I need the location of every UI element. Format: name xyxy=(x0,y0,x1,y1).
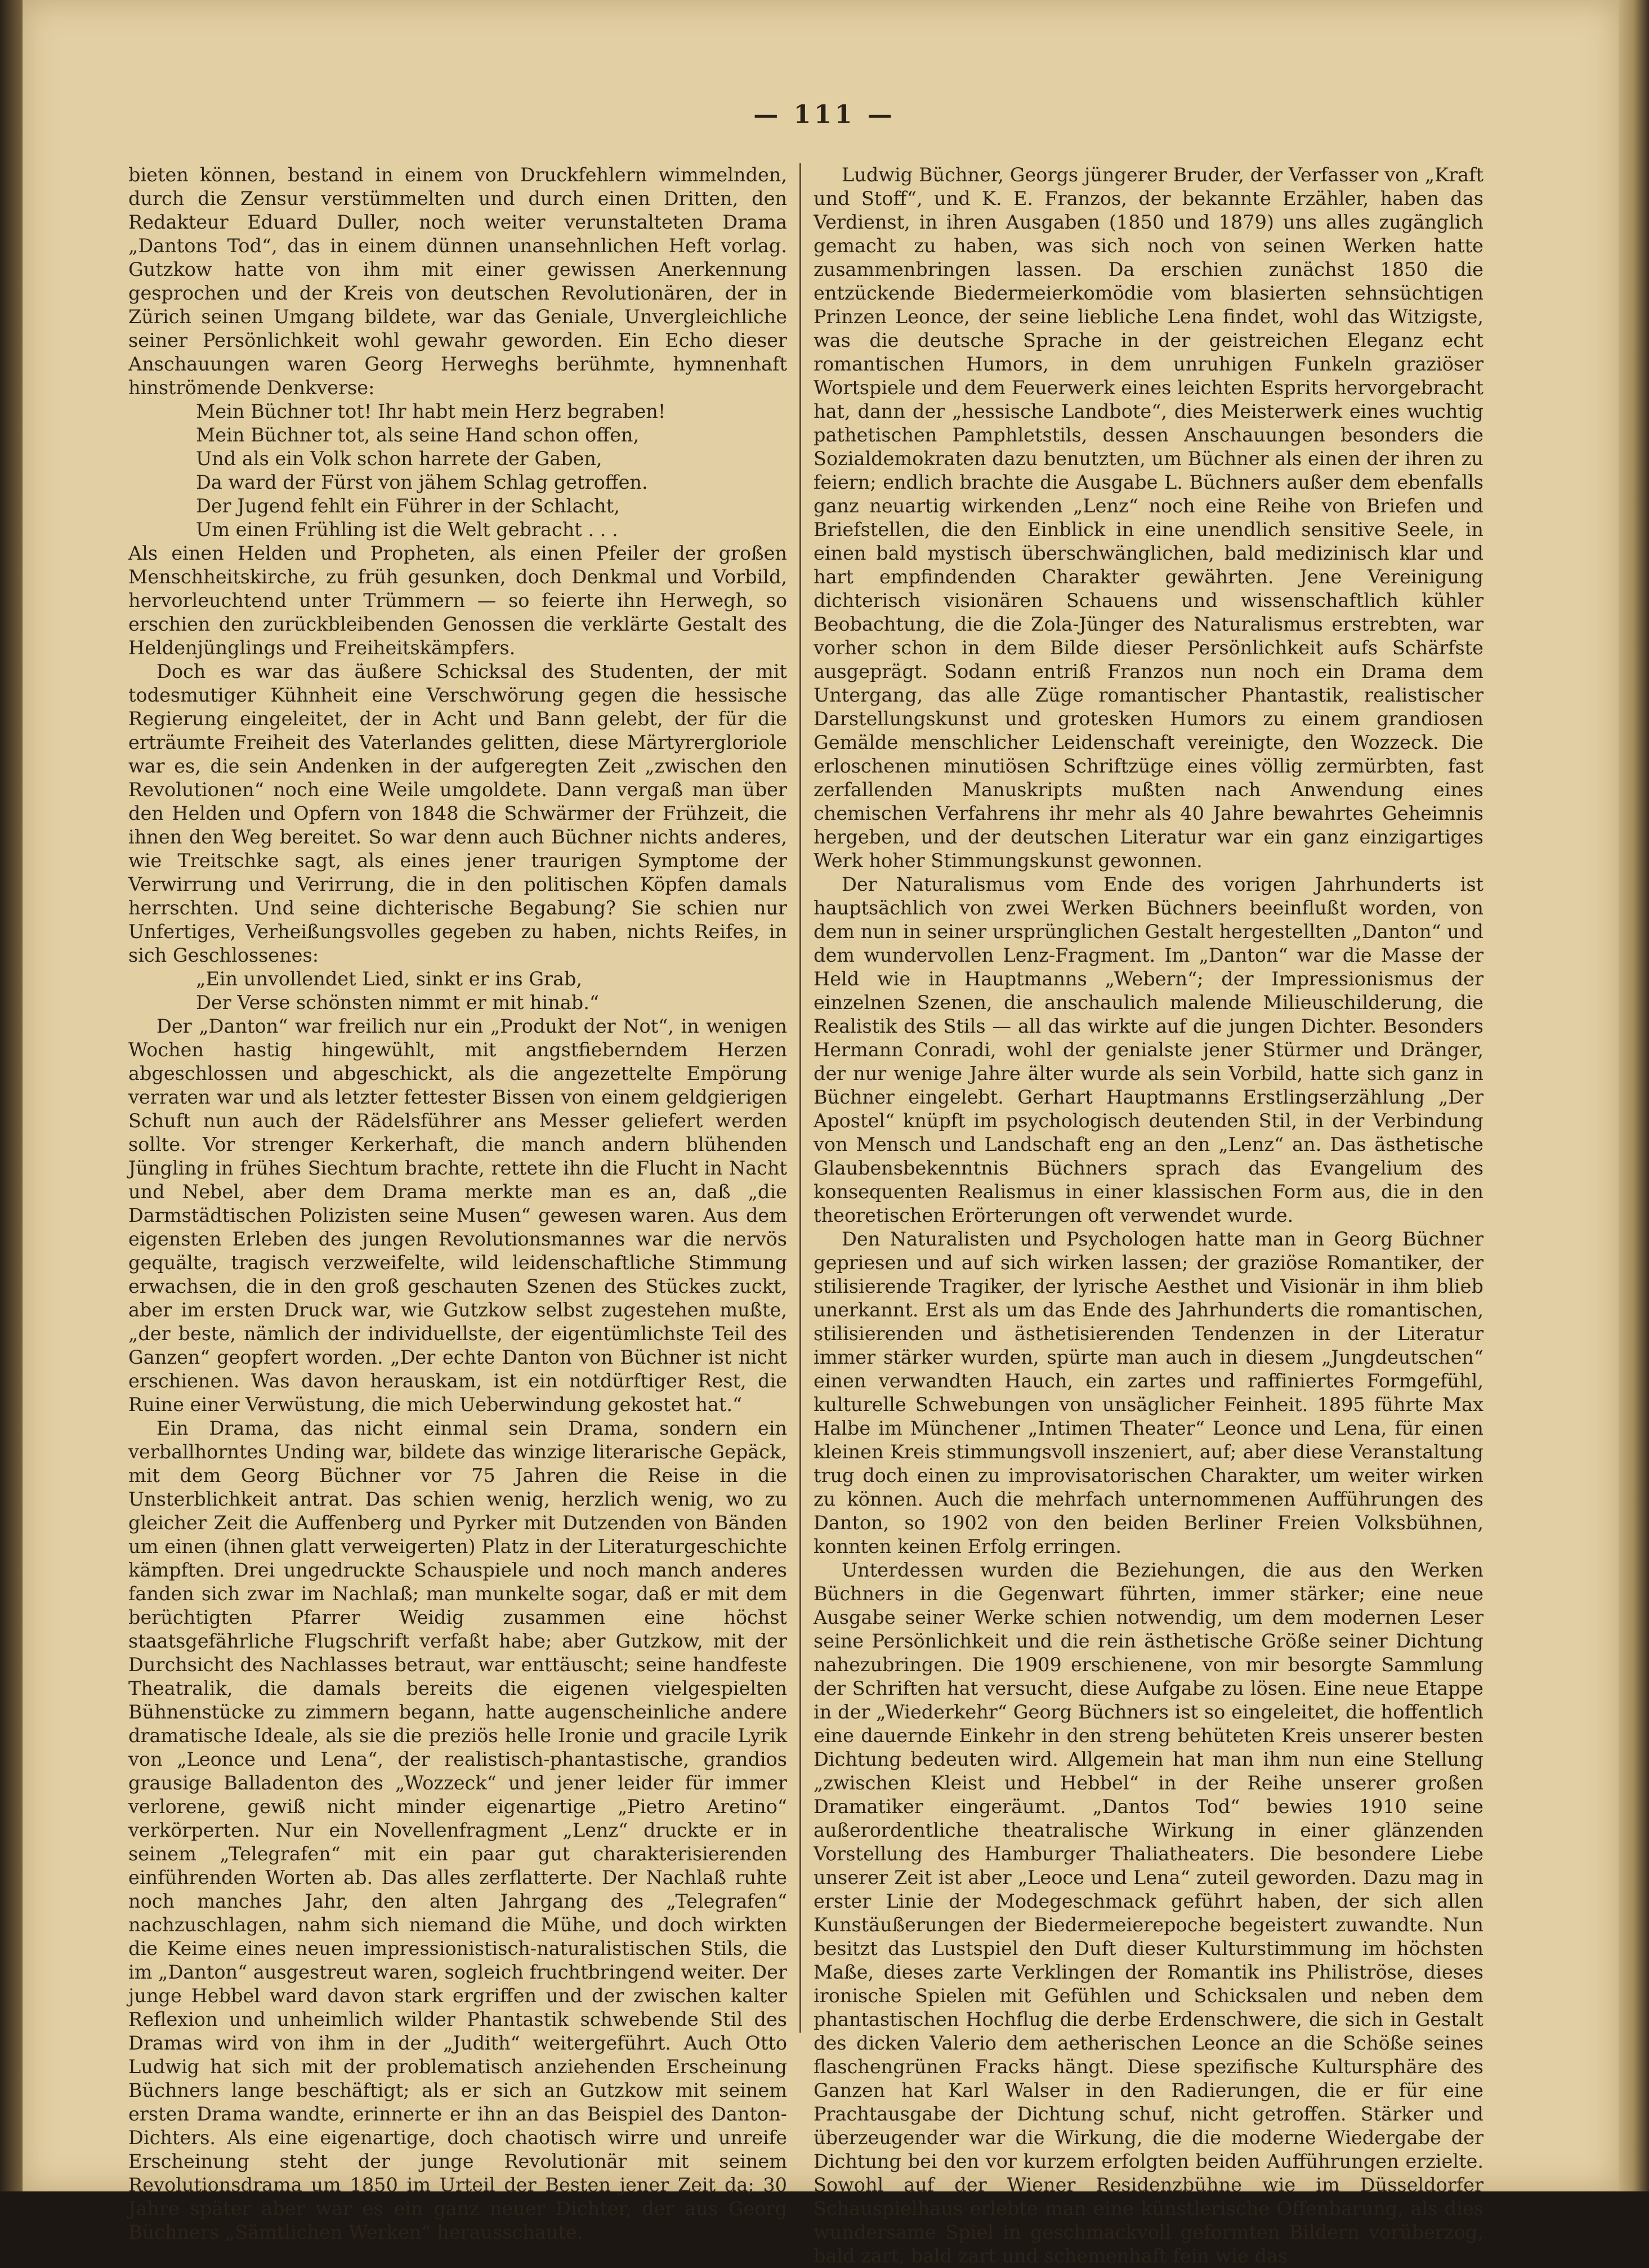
poem-line: Der Verse schönsten nimmt er mit hinab.“ xyxy=(196,992,600,1014)
right-paragraph-2: Der Naturalismus vom Ende des vorigen Jahrhunderts ist hauptsächlich von zwei Werken Büchners beeinflußt worden, von dem nun in seiner ursprünglichen Gestalt hergestellten „Danton“ und dem wundervollen Lenz-Fragment. Im „Danton“ war die Masse der Held wie in Hauptmanns „Webern“; der Impressionismus der einzelnen Szenen, die anschaulich malende Milieuschilderung, die Realistik des Stils — all das wirkte auf die jungen Dichter. Besonders Hermann Conradi, wohl der genialste jener Stürmer und Dränger, der nur wenige Jahre älter wurde als sein Vorbild, hatte sich ganz in Büchner eingelebt. Gerhart Hauptmanns Erstlingserzählung „Der Apostel“ knüpft im psychologisch deutenden Stil, in der Verbindung von Mensch und Landschaft eng an den „Lenz“ an. Das ästhetische Glaubensbekenntnis Büchners sprach das Evangelium des konsequenten Realismus in einer klassischen Form aus, die in den theoretischen Erörterungen oft verwendet wurde. xyxy=(814,873,1483,1226)
poem-line: Um einen Frühling ist die Welt gebracht . . . xyxy=(196,519,618,541)
poem-line: Der Jugend fehlt ein Führer in der Schlacht, xyxy=(196,495,620,517)
right-paragraph-4: Unterdessen wurden die Beziehungen, die aus den Werken Büchners in die Gegenwart führten, immer stärker; eine neue Ausgabe seiner Werke schien notwendig, um dem modernen Leser seine Persönlichkeit und die rein ästhetische Größe seiner Dichtung nahezubringen. Die 1909 erschienene, von mir besorgte Sammlung der Schriften hat versucht, diese Aufgabe zu lösen. Eine neue Etappe in der „Wiederkehr“ Georg Büchners ist so eingeleitet, die hoffentlich eine dauernde Einkehr in den streng behüteten Kreis unserer besten Dichtung bedeuten wird. Allgemein hat man ihm nun eine Stellung „zwischen Kleist und Hebbel“ in der Reihe unserer großen Dramatiker eingeräumt. „Dantos Tod“ bewies 1910 seine außerordentliche theatralische Wirkung in einer glänzenden Vorstellung des Hamburger Thaliatheaters. Die besondere Liebe unserer Zeit ist aber „Leoce und Lena“ zuteil geworden. Dazu mag in erster Linie der Modegeschmack geführt haben, der sich allen Kunstäußerungen der Biedermeierepoche begeistert zuwandte. Nun besitzt das Lustspiel den Duft dieser Kulturstimmung im höchsten Maße, dieses zarte Verklingen der Romantik ins Philiströse, dieses ironische Spielen mit Gefühlen und Schicksalen und neben dem phantastischen Hochflug die derbe Erdenschwere, die sich in Gestalt des dicken Valerio dem aetherischen Leonce an die Schöße seines flaschengrünen Fracks hängt. Diese spezifische Kultursphäre des Ganzen hat Karl Walser in den Radierungen, die er für eine Prachtausgabe der Dichtung schuf, nicht getroffen. Stärker und überzeugender war die Wirkung, die die moderne Wiedergabe der Dichtung bei den vor kurzem erfolgten beiden Aufführungen erzielte. Sowohl auf der Wiener Residenzbühne wie im Düsseldorfer Schauspielhaus erlebte man eine künstlerische Offenbarung, als dies wundersame Spiel in geschmackvoll geformten Bildern vorüberzog, bald zart, bald zart und schemenhaft fein wie das xyxy=(814,1559,1483,2267)
left-paragraph-4: Der „Danton“ war freilich nur ein „Produkt der Not“, in wenigen Wochen hastig hingewühlt, mit angstfieberndem Herzen abgeschlossen und abgeschickt, als die angezettelte Empörung verraten war und als letzter fettester Bissen von einem geldgierigen Schuft nun auch der Rädelsführer ans Messer geliefert werden sollte. Vor strenger Kerkerhaft, die manch andern blühenden Jüngling in frühes Siechtum brachte, rettete ihn die Flucht in Nacht und Nebel, aber dem Drama merkte man es an, daß „die Darmstädtischen Polizisten seine Musen“ gewesen waren. Aus dem eigensten Erleben des jungen Revolutionsmannes war die nervös gequälte, tragisch verzweifelte, wild leidenschaftliche Stimmung erwachsen, die in den groß geschauten Szenen des Stückes zuckt, aber im ersten Druck war, wie Gutzkow selbst zugestehen mußte, „der beste, nämlich der individuellste, der eigentümlichste Teil des Ganzen“ geopfert worden. „Der echte Danton von Büchner ist nicht erschienen. Was davon herauskam, ist ein notdürftiger Rest, die Ruine einer Verwüstung, die mich Ueberwindung gekostet hat.“ xyxy=(128,1015,787,1416)
poem-line: Mein Büchner tot! Ihr habt mein Herz begraben! xyxy=(196,400,666,422)
poem-line: „Ein unvollendet Lied, sinkt er ins Grab, xyxy=(196,968,583,990)
poem-line: Da ward der Fürst von jähem Schlag getroffen. xyxy=(196,471,648,493)
left-paragraph-3: Doch es war das äußere Schicksal des Studenten, der mit todesmutiger Kühnheit eine Verschwörung gegen die hessische Regierung eingeleitet, der in Acht und Bann gelebt, der für die erträumte Freiheit des Vaterlandes gelitten, diese Märtyrergloriole war es, die sein Andenken in der aufgeregten Zeit „zwischen den Revolutionen“ noch eine Weile umgoldete. Dann vergaß man über den Helden und Opfern von 1848 die Schwärmer der Frühzeit, die ihnen den Weg bereitet. So war denn auch Büchner nichts anderes, wie Treitschke sagt, als eines jener traurigen Symptome der Verwirrung und Verirrung, die in den politischen Köpfen damals herrschten. Und seine dichterische Begabung? Sie schien nur Unfertiges, Verheißungsvolles gegeben zu haben, nichts Reifes, in sich Geschlossenes: xyxy=(128,660,787,966)
right-column xyxy=(814,163,1483,2267)
left-column xyxy=(128,163,787,2243)
left-paragraph-2: Als einen Helden und Propheten, als einen Pfeiler der großen Menschheitskirche, zu früh gesunken, doch Denkmal und Vorbild, hervorleuchtend unter Trümmern — so feierte ihn Herwegh, so erschien den zurückbleibenden Genossen die verklärte Gestalt des Heldenjünglings und Freiheitskämpfers. xyxy=(128,542,787,659)
column-divider xyxy=(799,163,801,2033)
herwegh-poem xyxy=(196,400,787,542)
page-number: — 111 — xyxy=(753,100,896,129)
poem-line: Und als ein Volk schon harrete der Gaben, xyxy=(196,448,602,470)
right-paragraph-3: Den Naturalisten und Psychologen hatte man in Georg Büchner gepriesen und auf sich wirken lassen; der graziöse Romantiker, der stilisierende Tragiker, der lyrische Aesthet und Visionär in ihm blieb unerkannt. Erst als um das Ende des Jahrhunderts die romantischen, stilisierenden und ästhetisierenden Tendenzen in der Literatur immer stärker wurden, spürte man auch in diesem „Jungdeutschen“ einen verwandten Hauch, ein zartes und raffiniertes Formgefühl, kulturelle Schwebungen von unsäglicher Feinheit. 1895 führte Max Halbe im Münchener „Intimen Theater“ Leonce und Lena, für einen kleinen Kreis stimmungsvoll inszeniert, auf; aber diese Veranstaltung trug doch einen zu improvisatorischen Charakter, um weiter wirken zu können. Auch die mehrfach unternommenen Aufführungen des Danton, so 1902 von den beiden Berliner Freien Volksbühnen, konnten keinen Erfolg erringen. xyxy=(814,1228,1483,1557)
left-paragraph-1: bieten können, bestand in einem von Druckfehlern wimmelnden, durch die Zensur verstümmelten und durch einen Dritten, den Redakteur Eduard Duller, noch weiter verunstalteten Drama „Dantons Tod“, das in einem dünnen unansehnlichen Heft vorlag. Gutzkow hatte von ihm mit einer gewissen Anerkennung gesprochen und der Kreis von deutschen Revolutionären, der in Zürich seinen Umgang bildete, war das Geniale, Unvergleichliche seiner Persönlichkeit wohl gewahr geworden. Ein Echo dieser Anschauungen waren Georg Herweghs berühmte, hymnenhaft hinströmende Denkverse: xyxy=(128,164,787,399)
right-paragraph-1: Ludwig Büchner, Georgs jüngerer Bruder, der Verfasser von „Kraft und Stoff“, und K. E. Franzos, der bekannte Erzähler, haben das Verdienst, in ihren Ausgaben (1850 und 1879) uns alles zugänglich gemacht zu haben, was sich noch von seinen Werken hatte zusammenbringen lassen. Da erschien zunächst 1850 die entzückende Biedermeierkomödie vom blasierten sehnsüchtigen Prinzen Leonce, der seine liebliche Lena findet, wohl das Witzigste, was die deutsche Sprache in der geistreichen Eleganz echt romantischen Humors, in dem unruhigen Funkeln graziöser Wortspiele und dem Feuerwerk eines leichten Esprits hervorgebracht hat, dann der „hessische Landbote“, dies Meisterwerk eines wuchtig pathetischen Pamphletstils, dessen Anschauungen besonders die Sozialdemokraten dazu benutzten, um Büchner als einen der ihren zu feiern; endlich brachte die Ausgabe L. Büchners außer dem ebenfalls ganz neuartig wirkenden „Lenz“ noch eine Reihe von Briefen und Briefstellen, die den Einblick in eine unendlich sensitive Seele, in einen bald mystisch überschwänglichen, bald medizinisch klar und hart empfindenden Charakter gewährten. Jene Vereinigung dichterisch visionären Schauens und wissenschaftlich kühler Beobachtung, die die Zola-Jünger des Naturalismus erstrebten, war vorher schon in dem Bilde dieser Persönlichkeit aufs Schärfste ausgeprägt. Sodann entriß Franzos nun noch ein Drama dem Untergang, das alle Züge romantischer Phantastik, realistischer Darstellungskunst und grotesken Humors zu einem grandiosen Gemälde menschlicher Leidenschaft vereinigte, den Wozzeck. Die erloschenen minutiösen Schriftzüge eines völlig zermürbten, fast zerfallenden Manuskripts mußten nach Anwendung eines chemischen Verfahrens ihr mehr als 40 Jahre bewahrtes Geheimnis hergeben, und der deutschen Literatur war ein ganz einzigartiges Werk hoher Stimmungskunst gewonnen. xyxy=(814,164,1483,872)
poem-line: Mein Büchner tot, als seine Hand schon offen, xyxy=(196,424,640,446)
verse-quote xyxy=(196,967,787,1015)
left-paragraph-5: Ein Drama, das nicht einmal sein Drama, sondern ein verballhorntes Unding war, bildete das winzige literarische Gepäck, mit dem Georg Büchner vor 75 Jahren die Reise in die Unsterblichkeit antrat. Das schien wenig, herzlich wenig, wo zu gleicher Zeit die Auffenberg und Pyrker mit Dutzenden von Bänden um einen (ihnen glatt verweigerten) Platz in der Literaturgeschichte kämpften. Drei ungedruckte Schauspiele und noch manch anderes fanden sich zwar im Nachlaß; man munkelte sogar, daß er mit dem berüchtigten Pfarrer Weidig zusammen eine höchst staatsgefährliche Flugschrift verfaßt habe; aber Gutzkow, mit der Durchsicht des Nachlasses betraut, war enttäuscht; seine handfeste Theatralik, die damals bereits die eigenen vielgespielten Bühnenstücke zu zimmern begann, hatte augenscheinliche andere dramatische Ideale, als sie die preziös helle Ironie und gracile Lyrik von „Leonce und Lena“, der realistisch-phantastische, grandios grausige Balladenton des „Wozzeck“ und jener leider für immer verlorene, gewiß nicht minder eigenartige „Pietro Aretino“ verkörperten. Nur ein Novellenfragment „Lenz“ druckte er in seinem „Telegrafen“ mit ein paar gut charakterisierenden einführenden Worten ab. Das alles zerflatterte. Der Nachlaß ruhte noch manches Jahr, den alten Jahrgang des „Telegrafen“ nachzuschlagen, nahm sich niemand die Mühe, und doch wirkten die Keime eines neuen impressionistisch-naturalistischen Stils, die im „Danton“ ausgestreut waren, sogleich fruchtbringend weiter. Der junge Hebbel ward davon stark ergriffen und der zwischen kalter Reflexion und unheimlich wilder Phantastik schwebende Stil des Dramas wird von ihm in der „Judith“ weitergeführt. Auch Otto Ludwig hat sich mit der problematisch anziehenden Erscheinung Büchners lange beschäftigt; als er sich an Gutzkow mit seinem ersten Drama wandte, erinnerte er ihn an das Beispiel des Danton-Dichters. Als eine eigenartige, doch chaotisch wirre und unreife Erscheinung steht der junge Revolutionär mit seinem Revolutionsdrama um 1850 im Urteil der Besten jener Zeit da; 30 Jahre später aber war es ein ganz neuer Dichter, der aus Georg Büchners „Sämtlichen Werken“ herausschaute. xyxy=(128,1417,787,2243)
